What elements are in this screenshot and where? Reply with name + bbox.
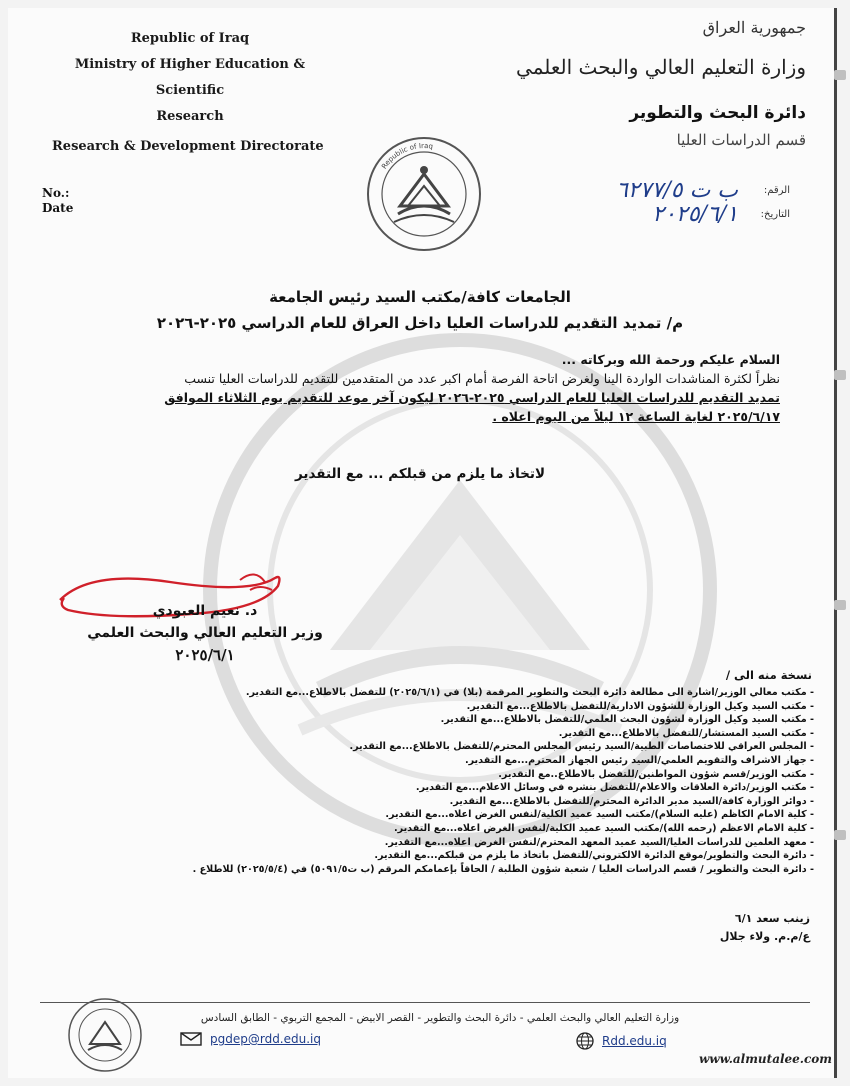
copy-to-title: نسخة منه الى / xyxy=(725,668,812,682)
seal-text: Republic of Iraq xyxy=(380,141,434,171)
ref-date-value: ٢٠٢٥/٦/١ xyxy=(652,201,738,227)
signer-title: وزير التعليم العالي والبحث العلمي xyxy=(87,625,323,641)
ref-number-value: ب ت ٦٢٧٧/٥ xyxy=(616,177,738,203)
footer-address: وزارة التعليم العالي والبحث العلمي - دائرة البحث والتطوير - القصر الابيض - المجمع التربوي - الطابق السادس xyxy=(200,1012,680,1024)
list-item: - دائرة البحث والتطوير/موقع الدائرة الالكتروني/للتفضل باتخاذ ما يلزم من قبلكم...مع التقدير. xyxy=(94,849,814,863)
list-item: - كلية الامام الكاظم (عليه السلام)/مكتب السيد عميد الكلية/لنفس الغرض اعلاه...مع التقدير. xyxy=(94,808,814,822)
list-item: - مكتب السيد المستشار/للتفضل بالاطلاع...مع التقدير. xyxy=(94,727,814,741)
no-label-en: No.: xyxy=(42,186,70,200)
subject-block xyxy=(100,284,740,336)
list-item: - دائرة البحث والتطوير / قسم الدراسات العليا / شعبة شؤون الطلبة / الحاقاً بإعمامكم المرقم (ب ت٥٠٩١/٥) في (٢٠٢٥/٥/٤) للاطلاع . xyxy=(94,863,814,877)
list-item: - مكتب معالي الوزير/اشارة الى مطالعة دائرة البحث والتطوير المرقمة (بلا) في (٢٠٢٥/٦/١) للتفضل بالاطلاع...مع التقدير. xyxy=(94,686,814,700)
closing-line: لاتخاذ ما يلزم من قبلكم ... مع التقدير xyxy=(294,466,545,482)
site-watermark: www.almutalee.com xyxy=(698,1052,832,1066)
letter-body xyxy=(60,350,780,426)
list-item: - مكتب الوزير/قسم شؤون المواطنين/للتفضل بالاطلاع..مع التقدير. xyxy=(94,768,814,782)
footer-email[interactable] xyxy=(180,1032,321,1046)
english-header xyxy=(40,26,340,160)
list-item: - مكتب السيد وكيل الوزارة للشؤون الادارية/للتفضل بالاطلاع...مع التقدير. xyxy=(94,700,814,714)
footer-website[interactable] xyxy=(576,1032,667,1050)
typist-initials xyxy=(720,910,810,946)
list-item: - جهاز الاشراف والتقويم العلمي/السيد رئيس الجهاز المحترم...مع التقدير. xyxy=(94,754,814,768)
ref-date-label: التاريخ: xyxy=(760,208,790,220)
body-line-3: ٢٠٢٥/٦/١٧ لغاية الساعة ١٢ ليلاً من اليوم اعلاه . xyxy=(492,409,780,424)
list-item: - المجلس العراقي للاختصاصات الطبية/السيد رئيس المجلس المحترم/للتفضل بالاطلاع...مع التقدير. xyxy=(94,740,814,754)
no-date-labels xyxy=(42,186,73,216)
punch-hole xyxy=(834,600,846,610)
initials-line-2: ع/م.م. ولاء جلال xyxy=(719,930,810,943)
signer-name: د. نعيم العبودي xyxy=(152,603,258,619)
department-ar: دائرة البحث والتطوير xyxy=(629,103,806,123)
list-item: - مكتب الوزير/دائرة العلاقات والاعلام/للتفضل بنشره في وسائل الاعلام...مع التقدير. xyxy=(94,781,814,795)
punch-hole xyxy=(834,70,846,80)
reference-block xyxy=(616,178,790,226)
ministry-ar: وزارة التعليم العالي والبحث العلمي xyxy=(516,55,806,79)
ministry-en-line2: Research xyxy=(156,109,224,124)
envelope-icon xyxy=(180,1032,202,1046)
ref-number-label: الرقم: xyxy=(763,184,790,196)
republic-en: Republic of Iraq xyxy=(130,31,250,46)
arabic-header xyxy=(506,18,806,149)
footer-divider xyxy=(40,1002,810,1003)
list-item: - كلية الامام الاعظم (رحمه الله)/مكتب السيد عميد الكلية/لنفس الغرض اعلاه...مع التقدير. xyxy=(94,822,814,836)
copy-to-list xyxy=(94,686,814,876)
directorate-en: Research & Development Directorate xyxy=(52,139,324,154)
greeting: السلام عليكم ورحمة الله وبركاته ... xyxy=(561,352,780,367)
list-item: - مكتب السيد وكيل الوزارة لشؤون البحث العلمي/للتفضل بالاطلاع...مع التقدير. xyxy=(94,713,814,727)
date-label-en: Date xyxy=(42,201,74,215)
signature-date: ٢٠٢٥/٦/١ xyxy=(175,646,235,664)
republic-ar: جمهورية العراق xyxy=(702,18,806,37)
subject-line: م/ تمديد التقديم للدراسات العليا داخل العراق للعام الدراسي ٢٠٢٥-٢٠٢٦ xyxy=(156,314,684,332)
website-url[interactable]: Rdd.edu.iq xyxy=(602,1034,667,1048)
list-item: - معهد العلمين للدراسات العليا/السيد عميد المعهد المحترم/لنفس الغرض اعلاه...مع التقدير. xyxy=(94,836,814,850)
globe-icon xyxy=(576,1032,594,1050)
ref-number-row xyxy=(616,178,790,202)
email-address[interactable]: pgdep@rdd.edu.iq xyxy=(210,1032,321,1046)
punch-hole xyxy=(834,370,846,380)
initials-line-1: زينب سعد ٦/١ xyxy=(734,912,810,925)
footer-seal-icon xyxy=(66,996,144,1074)
body-line-1: نظراً لكثرة المناشدات الواردة الينا ولغرض اتاحة الفرصة أمام اكبر عدد من المتقدمين للتقديم للدراسات العليا تنسب xyxy=(184,371,780,386)
signature-block xyxy=(80,600,330,666)
punch-hole xyxy=(834,830,846,840)
list-item: - دوائر الوزارة كافة/السيد مدير الدائرة المحترم/للتفضل بالاطلاع...مع التقدير. xyxy=(94,795,814,809)
ministry-seal-icon xyxy=(364,134,484,254)
addressee: الجامعات كافة/مكتب السيد رئيس الجامعة xyxy=(269,288,571,306)
body-line-2: تمديد التقديم للدراسات العليا للعام الدراسي ٢٠٢٥-٢٠٢٦ ليكون آخر موعد للتقديم يوم الثلاثاء الموافق xyxy=(164,390,780,405)
ministry-en-line1: Ministry of Higher Education & Scientific xyxy=(74,57,306,98)
section-ar: قسم الدراسات العليا xyxy=(676,131,806,149)
ref-date-row xyxy=(616,202,790,226)
